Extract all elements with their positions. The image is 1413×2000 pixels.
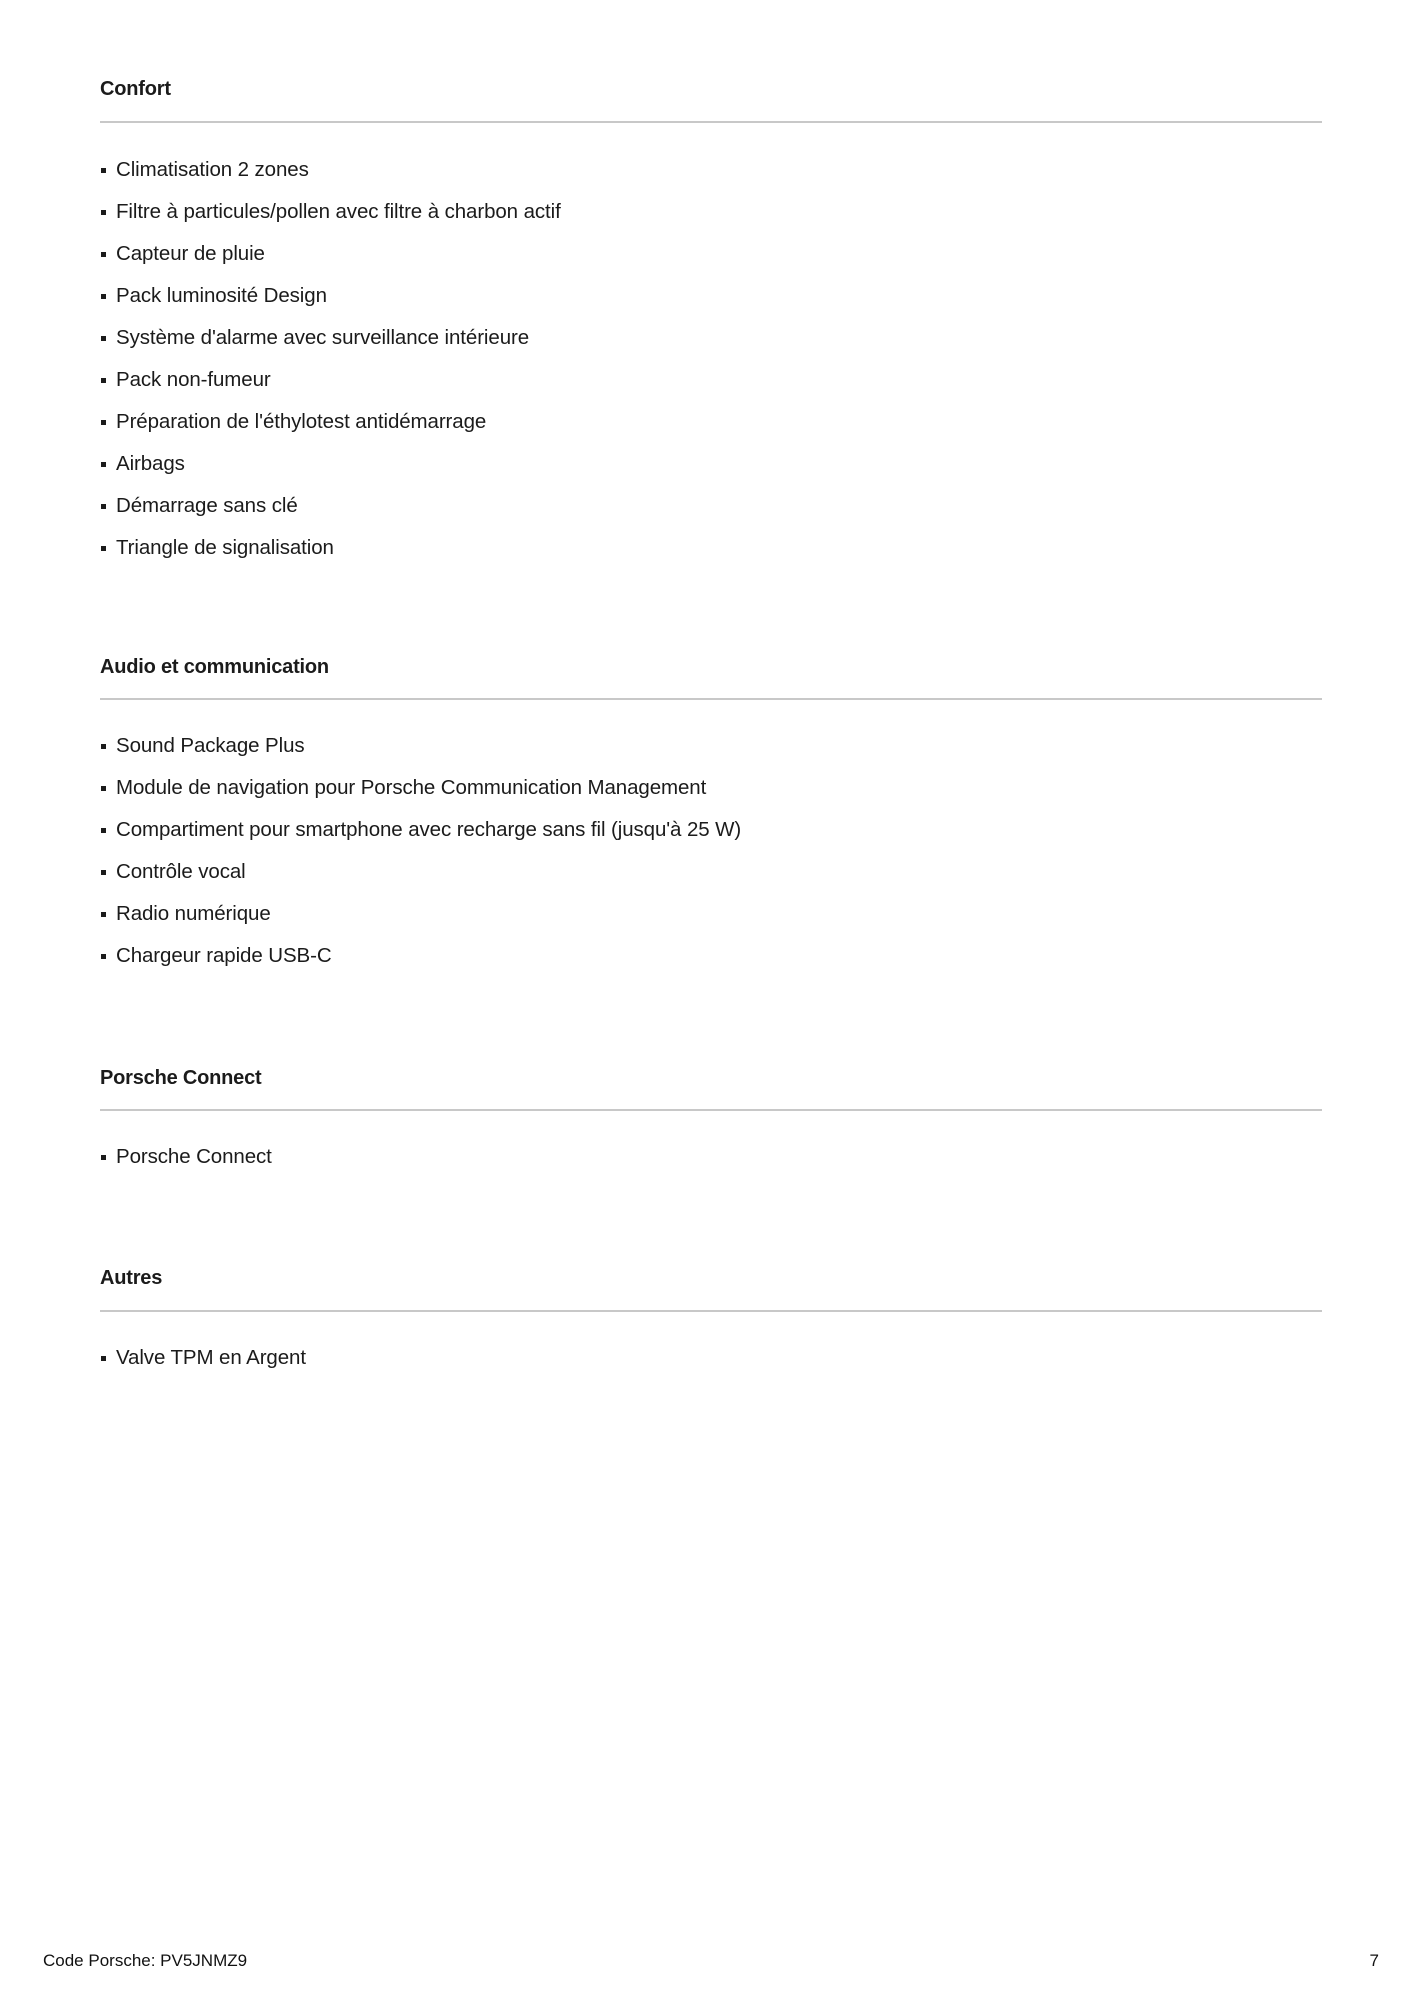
list-item: Système d'alarme avec surveillance intérieure — [100, 326, 561, 368]
list-item: Triangle de signalisation — [100, 536, 561, 578]
feature-list — [100, 158, 561, 578]
section-title: Autres — [100, 1267, 163, 1289]
section-audio-communication — [100, 655, 1322, 967]
section-divider — [100, 1310, 1322, 1312]
bullet-icon — [101, 954, 106, 959]
section-title: Porsche Connect — [100, 1067, 262, 1089]
bullet-icon — [101, 546, 106, 551]
bullet-icon — [101, 420, 106, 425]
section-autres — [100, 1266, 1322, 1369]
bullet-icon — [101, 210, 106, 215]
section-divider — [100, 121, 1322, 123]
section-divider — [100, 1109, 1322, 1111]
bullet-icon — [101, 744, 106, 749]
section-title: Audio et communication — [100, 656, 329, 678]
bullet-icon — [101, 252, 106, 257]
bullet-icon — [101, 828, 106, 833]
list-item: Pack non-fumeur — [100, 368, 561, 410]
list-item: Sound Package Plus — [100, 734, 741, 776]
feature-list — [100, 1145, 272, 1187]
bullet-icon — [101, 294, 106, 299]
list-item: Porsche Connect — [100, 1145, 272, 1187]
list-item: Valve TPM en Argent — [100, 1346, 306, 1388]
bullet-icon — [101, 462, 106, 467]
list-item: Compartiment pour smartphone avec recharge sans fil (jusqu'à 25 W) — [100, 818, 741, 860]
list-item: Climatisation 2 zones — [100, 158, 561, 200]
list-item: Radio numérique — [100, 902, 741, 944]
section-title: Confort — [100, 78, 171, 100]
bullet-icon — [101, 336, 106, 341]
list-item: Contrôle vocal — [100, 860, 741, 902]
bullet-icon — [101, 378, 106, 383]
list-item: Chargeur rapide USB-C — [100, 944, 741, 986]
list-item: Airbags — [100, 452, 561, 494]
bullet-icon — [101, 168, 106, 173]
bullet-icon — [101, 504, 106, 509]
bullet-icon — [101, 786, 106, 791]
bullet-icon — [101, 1356, 106, 1361]
list-item: Module de navigation pour Porsche Communication Management — [100, 776, 741, 818]
list-item: Préparation de l'éthylotest antidémarrage — [100, 410, 561, 452]
feature-list — [100, 1346, 306, 1388]
porsche-code-footer: Code Porsche: PV5JNMZ9 — [43, 1951, 248, 1970]
list-item: Filtre à particules/pollen avec filtre à charbon actif — [100, 200, 561, 242]
feature-list — [100, 734, 741, 986]
list-item: Capteur de pluie — [100, 242, 561, 284]
bullet-icon — [101, 870, 106, 875]
list-item: Démarrage sans clé — [100, 494, 561, 536]
page-number: 7 — [1369, 1951, 1379, 1970]
bullet-icon — [101, 1155, 106, 1160]
list-item: Pack luminosité Design — [100, 284, 561, 326]
section-confort — [100, 77, 1322, 559]
bullet-icon — [101, 912, 106, 917]
section-porsche-connect — [100, 1066, 1322, 1168]
section-divider — [100, 698, 1322, 700]
